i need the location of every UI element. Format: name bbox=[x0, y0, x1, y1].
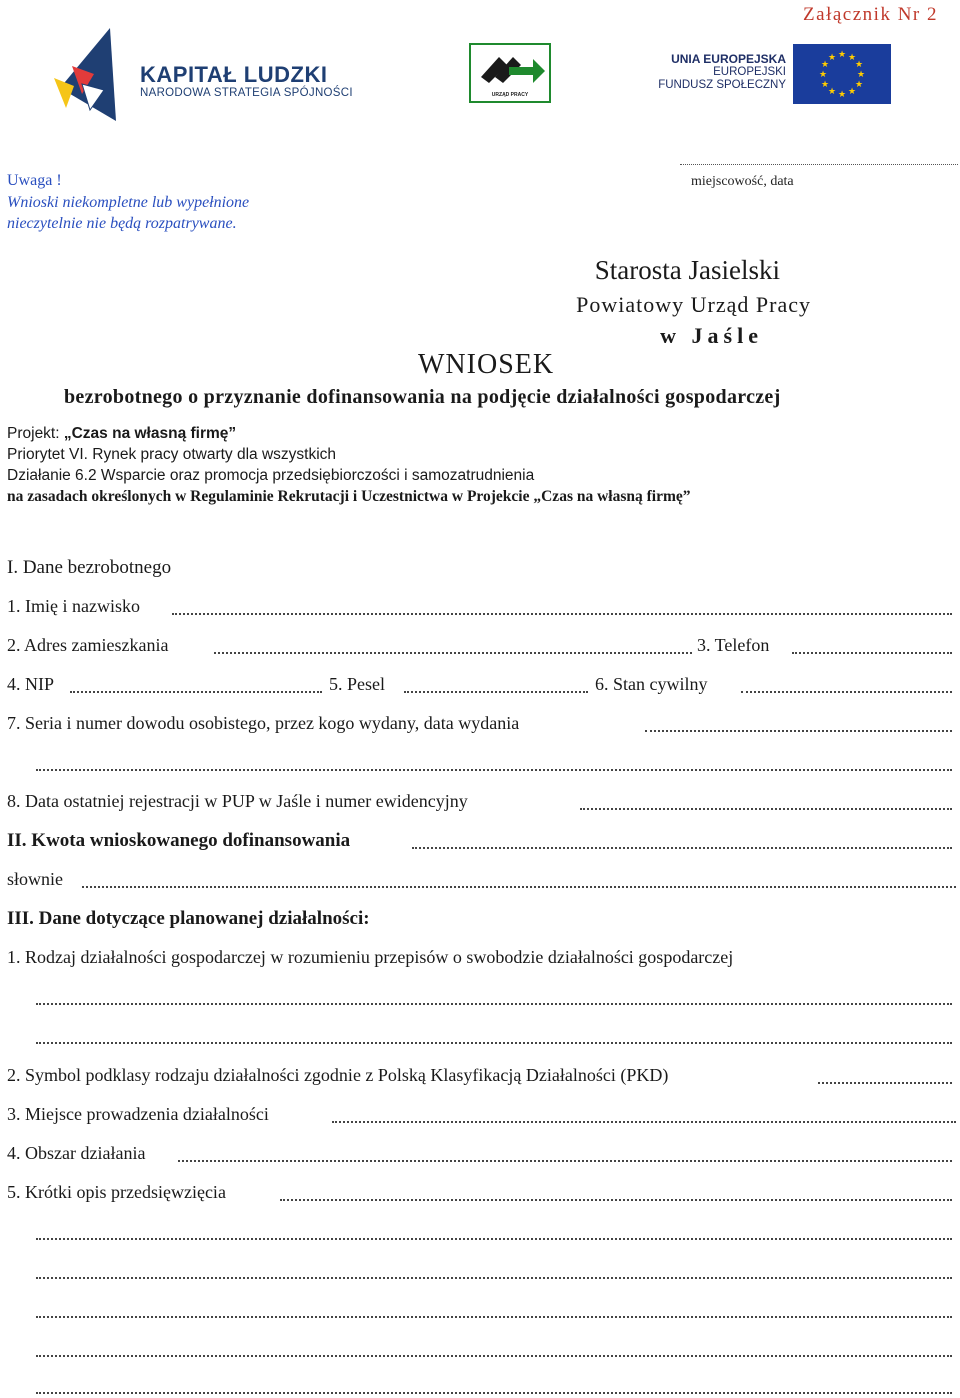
field-registration-input[interactable] bbox=[580, 806, 952, 810]
project-label: Projekt: bbox=[7, 425, 64, 442]
eu-title: UNIA EUROPEJSKA bbox=[671, 52, 786, 66]
priority-line: Priorytet VI. Rynek pracy otwarty dla wszystkich bbox=[7, 446, 337, 463]
pkd-input[interactable] bbox=[818, 1080, 952, 1084]
area-label: 4. Obszar działania bbox=[7, 1143, 146, 1163]
field-address-label: 2. Adres zamieszkania bbox=[7, 635, 169, 655]
description-input-line-1[interactable] bbox=[280, 1197, 952, 1201]
svg-text:★: ★ bbox=[856, 70, 866, 80]
section-3-title: III. Dane dotyczące planowanej działalności: bbox=[7, 908, 370, 929]
eu-flag-icon bbox=[793, 44, 891, 104]
kapital-ludzki-emblem-icon bbox=[52, 26, 132, 126]
notice-title: Uwaga ! bbox=[7, 172, 62, 189]
description-input-line-3[interactable] bbox=[36, 1275, 952, 1279]
field-registration-label: 8. Data ostatniej rejestracji w PUP w Jaśle i numer ewidencyjny bbox=[7, 791, 468, 811]
urzad-pracy-emblem-icon bbox=[471, 47, 549, 91]
svg-text:★: ★ bbox=[847, 53, 857, 63]
description-label: 5. Krótki opis przedsięwzięcia bbox=[7, 1182, 226, 1202]
action-line: Działanie 6.2 Wsparcie oraz promocja przedsiębiorczości i samozatrudnienia bbox=[7, 467, 535, 484]
amount-input[interactable] bbox=[412, 845, 952, 849]
annex-label: Załącznik Nr 2 bbox=[803, 4, 938, 25]
field-nip-label: 4. NIP bbox=[7, 674, 55, 694]
kapital-ludzki-title: KAPITAŁ LUDZKI bbox=[140, 62, 328, 87]
document-subtitle: bezrobotnego o przyznanie dofinansowania na podjęcie działalności gospodarczej bbox=[64, 386, 781, 408]
field-pesel-input[interactable] bbox=[404, 689, 588, 693]
kapital-ludzki-logo bbox=[52, 26, 372, 126]
field-name-label: 1. Imię i nazwisko bbox=[7, 596, 140, 616]
kapital-ludzki-subtitle: NARODOWA STRATEGIA SPÓJNOŚCI bbox=[140, 87, 353, 99]
eu-line2: EUROPEJSKI bbox=[713, 66, 786, 78]
field-id-label: 7. Seria i numer dowodu osobistego, przez kogo wydany, data wydania bbox=[7, 713, 520, 733]
eu-line3: FUNDUSZ SPOŁECZNY bbox=[658, 79, 786, 91]
field-phone-input[interactable] bbox=[792, 650, 952, 654]
description-input-line-4[interactable] bbox=[36, 1314, 952, 1318]
notice-line-2: Wnioski niekompletne lub wypełnione bbox=[7, 194, 250, 211]
svg-text:★: ★ bbox=[854, 80, 864, 90]
field-pesel-label: 5. Pesel bbox=[329, 674, 385, 694]
eu-logo bbox=[659, 44, 891, 104]
svg-text:★: ★ bbox=[837, 50, 847, 60]
addressee-office: Powiatowy Urząd Pracy bbox=[576, 292, 811, 317]
svg-text:★: ★ bbox=[820, 80, 830, 90]
svg-text:★: ★ bbox=[854, 60, 864, 70]
document-title: WNIOSEK bbox=[418, 349, 555, 380]
location-label: 3. Miejsce prowadzenia działalności bbox=[7, 1104, 269, 1124]
section-1-title: I. Dane bezrobotnego bbox=[7, 557, 172, 578]
svg-text:★: ★ bbox=[827, 53, 837, 63]
svg-text:★: ★ bbox=[827, 87, 837, 97]
location-input[interactable] bbox=[332, 1119, 956, 1123]
field-id-input[interactable] bbox=[645, 728, 952, 732]
svg-text:★: ★ bbox=[847, 87, 857, 97]
field-address-input[interactable] bbox=[214, 650, 692, 654]
description-input-line-5[interactable] bbox=[36, 1353, 952, 1357]
pkd-label: 2. Symbol podklasy rodzaju działalności zgodnie z Polską Klasyfikacją Działalności (PKD) bbox=[7, 1065, 669, 1085]
field-name-input[interactable] bbox=[172, 611, 952, 615]
field-marital-label: 6. Stan cywilny bbox=[595, 674, 708, 694]
description-input-line-2[interactable] bbox=[36, 1236, 952, 1240]
project-line bbox=[7, 425, 236, 443]
activity-type-input-line-2[interactable] bbox=[36, 1040, 952, 1044]
notice-line-3: nieczytelnie nie będą rozpatrywane. bbox=[7, 215, 237, 232]
project-name: „Czas na własną firmę” bbox=[63, 425, 237, 442]
addressee-city: w Jaśle bbox=[660, 323, 763, 348]
addressee-starosta: Starosta Jasielski bbox=[594, 255, 780, 285]
field-phone-label: 3. Telefon bbox=[697, 635, 770, 655]
section-2-title: II. Kwota wnioskowanego dofinansowania bbox=[7, 830, 351, 851]
area-input[interactable] bbox=[178, 1158, 952, 1162]
urzad-pracy-logo bbox=[469, 43, 551, 103]
urzad-pracy-label: URZĄD PRACY bbox=[491, 92, 529, 98]
place-date-field[interactable] bbox=[680, 156, 958, 165]
amount-words-label: słownie bbox=[7, 869, 63, 889]
amount-words-input[interactable] bbox=[82, 884, 956, 888]
svg-text:★: ★ bbox=[820, 60, 830, 70]
description-input-line-6[interactable] bbox=[36, 1390, 952, 1394]
svg-text:★: ★ bbox=[818, 70, 828, 80]
activity-type-label: 1. Rodzaj działalności gospodarczej w rozumieniu przepisów o swobodzie działalności gospodarczej bbox=[7, 947, 734, 967]
svg-text:★: ★ bbox=[837, 90, 847, 100]
place-date-label: miejscowość, data bbox=[691, 174, 794, 189]
rules-line: na zasadach określonych w Regulaminie Rekrutacji i Uczestnictwa w Projekcie „Czas na własną firmę” bbox=[7, 488, 691, 505]
field-id-input-line-2[interactable] bbox=[36, 767, 952, 771]
field-marital-input[interactable] bbox=[741, 689, 952, 693]
field-nip-input[interactable] bbox=[70, 689, 322, 693]
activity-type-input-line-1[interactable] bbox=[36, 1001, 952, 1005]
